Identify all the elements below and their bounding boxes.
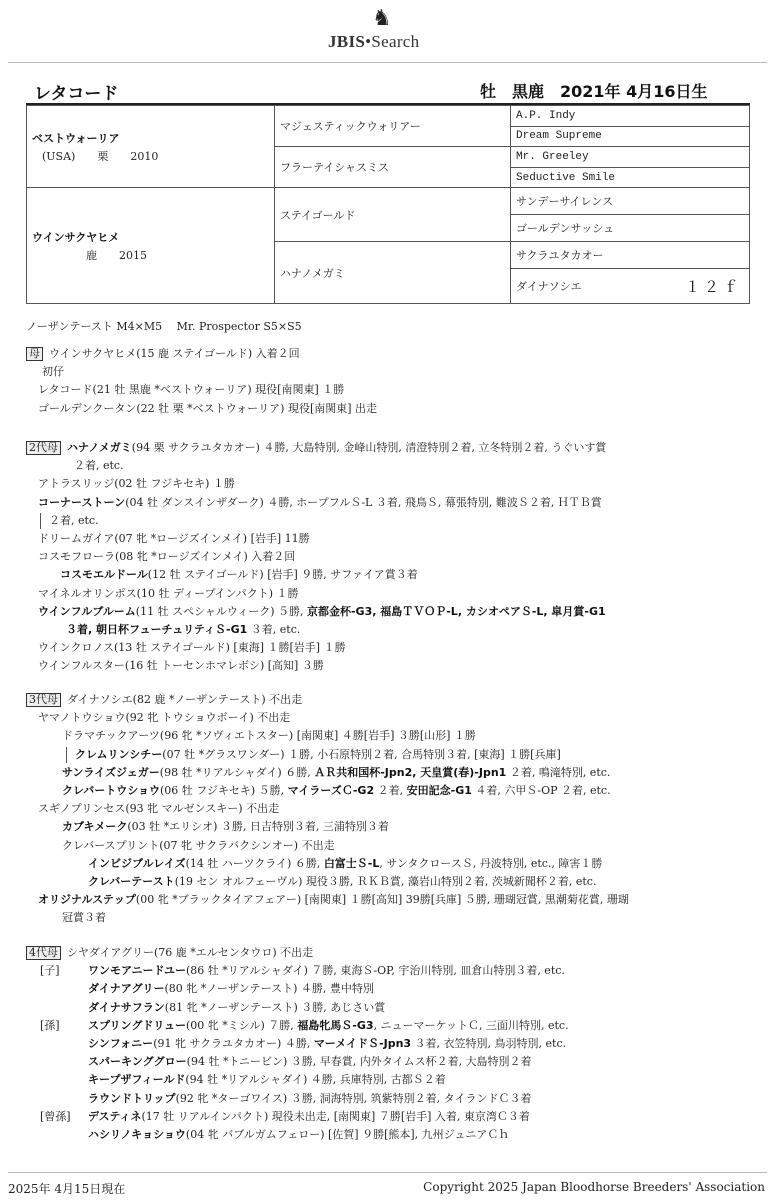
horse-record-text: (81 牝 *ノーザンテースト) ３勝, あじさい賞 bbox=[164, 1000, 386, 1014]
family-line bbox=[26, 944, 569, 962]
family-line bbox=[26, 1017, 569, 1035]
horse-highlight[interactable]: 安田記念-G1 bbox=[406, 783, 472, 797]
horse-highlight[interactable]: マーメイドＳ-Jpn3 bbox=[313, 1036, 412, 1050]
family-line bbox=[26, 909, 629, 927]
family-line bbox=[26, 691, 629, 709]
family-line bbox=[26, 837, 629, 855]
family-line bbox=[26, 800, 629, 818]
horse-highlight[interactable]: ハナノメガミ bbox=[67, 441, 132, 454]
relation-label: [子] bbox=[40, 964, 60, 978]
horse-record-text: ２着, 鳴滝特別, etc. bbox=[506, 765, 611, 779]
gg-1[interactable]: A.P. Indy bbox=[511, 106, 750, 127]
family-line bbox=[26, 1090, 569, 1108]
horse-record-text: (19 セン オルフェーヴル) 現役３勝, ＲＫＢ賞, 藻岩山特別２着, 茨城新聞杯２着, etc. bbox=[174, 874, 597, 888]
generation-tag: 2代母 bbox=[26, 441, 61, 455]
horse-highlight[interactable]: コスモエルドール bbox=[60, 568, 148, 582]
horse-record-text: ３着, etc. bbox=[247, 622, 301, 636]
header-divider bbox=[8, 62, 767, 63]
horse-record-text: (03 牡 *エリシオ) ３勝, 日吉特別３着, 三浦特別３着 bbox=[127, 820, 389, 834]
family-line bbox=[26, 475, 606, 493]
tree-connector bbox=[40, 513, 41, 529]
family-line bbox=[26, 566, 606, 584]
horse-record-text: ４着, 六甲Ｓ-OP ２着, etc. bbox=[471, 783, 611, 797]
horse-record-text: , サンタクロースＳ, 丹波特別, etc., 障害１勝 bbox=[379, 856, 603, 870]
horse-highlight[interactable]: 京都金杯-G3, 福島ＴＶＯＰ-L, カシオペアＳ-L, 皐月賞-G1 bbox=[306, 604, 606, 618]
generation-tag: 母 bbox=[26, 347, 43, 361]
horse-highlight[interactable]: クレバーテースト bbox=[88, 874, 175, 888]
inbreeding-cross: ノーザンテースト M4×M5 Mr. Prospector S5×S5 bbox=[26, 320, 302, 333]
sire-cell bbox=[27, 106, 275, 188]
jbis-logo[interactable] bbox=[328, 8, 458, 54]
horse-record-text: (04 牝 バブルガムフェロー) [佐賀] ９勝[熊本], 九州ジュニアＣｈ bbox=[185, 1127, 510, 1141]
gg-7[interactable]: サクラユタカオー bbox=[511, 242, 750, 269]
family-line bbox=[26, 727, 629, 745]
horse-record-text: (11 牡 スペシャルウィーク) ５勝, bbox=[135, 604, 307, 618]
copyright: Copyright 2025 Japan Bloodhorse Breeders' Association bbox=[423, 1180, 765, 1194]
horse-record-text: ゴールデンクータン(22 牡 栗 *ベストウォーリア) 現役[南関東] 出走 bbox=[38, 401, 378, 415]
horse-highlight[interactable]: シンフォニー bbox=[88, 1036, 154, 1050]
horse-record-text: ３着, 衣笠特別, 鳥羽特別, etc. bbox=[411, 1036, 567, 1050]
family-line bbox=[26, 891, 629, 909]
horse-record-text: (14 牡 ハーツクライ) ６勝, bbox=[185, 856, 324, 870]
family-line bbox=[26, 512, 606, 530]
horse-highlight[interactable]: コーナーストーン bbox=[38, 495, 126, 509]
family-line bbox=[26, 639, 606, 657]
family-line bbox=[26, 657, 606, 675]
family-line bbox=[26, 818, 629, 836]
horse-highlight[interactable]: オリジナルステップ bbox=[38, 893, 136, 907]
family-line bbox=[26, 709, 629, 727]
sire-dam[interactable]: フラーテイシャスミス bbox=[275, 147, 511, 188]
horse-highlight[interactable]: ワンモアニードユー bbox=[88, 964, 187, 978]
horse-record-text: ２着, bbox=[374, 783, 407, 797]
horse-record-text: (80 牝 *ノーザンテースト) ４勝, 豊中特別 bbox=[164, 982, 374, 996]
horse-record-text: ウインサクヤヒメ(15 鹿 ステイゴールド) 入着２回 bbox=[49, 347, 300, 360]
horse-record-text: ヤマノトウショウ(92 牝 トウショウボーイ) 不出走 bbox=[38, 711, 291, 725]
horse-highlight[interactable]: マイラーズＣ-G2 bbox=[287, 783, 375, 797]
family-line bbox=[26, 1053, 569, 1071]
horse-highlight[interactable]: ハシリノキョショウ bbox=[88, 1127, 186, 1141]
family-line bbox=[26, 439, 606, 457]
horse-record-text: (91 牝 サクラユタカオー) ４勝, bbox=[153, 1036, 314, 1050]
gg-8[interactable]: ダイナソシエ bbox=[516, 282, 582, 295]
horse-highlight[interactable]: ３着, 朝日杯フューチュリティＳ-G1 bbox=[66, 622, 248, 636]
relation-label: [曾孫] bbox=[40, 1109, 71, 1123]
horse-name: レタコード bbox=[34, 84, 119, 104]
footer-divider bbox=[8, 1172, 767, 1173]
horse-highlight[interactable]: デスティネ bbox=[88, 1109, 142, 1123]
relation-label: [孫] bbox=[40, 1018, 60, 1032]
horse-record-text: コスモフローラ(08 牝 *ロージズインメイ) 入着２回 bbox=[38, 550, 296, 564]
family-line bbox=[26, 345, 377, 363]
horse-record-text: (86 牡 *リアルシャダイ) ７勝, 東海Ｓ-OP, 宇治川特別, 皿倉山特別３着, etc. bbox=[186, 964, 565, 978]
horse-highlight[interactable]: ダイナサフラン bbox=[88, 1000, 165, 1014]
dam-details: 鹿 2015 bbox=[42, 248, 147, 262]
family-line bbox=[26, 381, 377, 399]
section-fourth-dam bbox=[26, 944, 569, 1144]
horse-record-text: (17 牡 リアルインパクト) 現役未出走, [南関東] ７勝[岩手] 入着, 東京湾Ｃ３着 bbox=[141, 1109, 530, 1123]
family-line bbox=[26, 746, 629, 764]
dam-name[interactable]: ウインサクヤヒメ bbox=[32, 230, 120, 244]
horse-highlight[interactable]: スプリングドリュー bbox=[88, 1018, 187, 1032]
horse-highlight[interactable]: キープザフィールド bbox=[88, 1073, 186, 1087]
horse-record-text: ダイナソシエ(82 鹿 *ノーザンテースト) 不出走 bbox=[67, 693, 303, 706]
horse-record-text: (12 牡 ステイゴールド) [岩手] ９勝, サファイア賞３着 bbox=[147, 568, 418, 582]
family-line bbox=[26, 494, 606, 512]
gg-6[interactable]: ゴールデンサッシュ bbox=[511, 215, 750, 242]
gg-4[interactable]: Seductive Smile bbox=[511, 167, 750, 188]
family-line bbox=[26, 873, 629, 891]
pedigree-table bbox=[26, 105, 750, 304]
horse-record-text: ２着, etc. bbox=[74, 459, 124, 473]
horse-record-text: ドラマチックアーツ(96 牝 *ソヴィエトスター) [南関東] ４勝[岩手] ３勝[山形] １勝 bbox=[62, 729, 476, 743]
horse-highlight[interactable]: クレムリンシチー bbox=[75, 747, 163, 761]
horse-record-text: ２着, etc. bbox=[49, 513, 99, 527]
horse-highlight[interactable]: サンライズジェガー bbox=[62, 765, 160, 779]
horse-record-text: ドリームガイア(07 牝 *ロージズインメイ) [岩手] 11勝 bbox=[38, 531, 310, 545]
as-of-date: 2025年 4月15日現在 bbox=[8, 1182, 126, 1196]
family-line bbox=[26, 530, 606, 548]
horse-record-text: (07 牡 *グラスワンダー) １勝, 小石原特別２着, 合馬特別３着, [東海] １勝[兵庫] bbox=[162, 747, 561, 761]
horse-record-text: (00 牝 *ミシル) ７勝, bbox=[186, 1018, 298, 1032]
horse-highlight[interactable]: ラウンドトリップ bbox=[88, 1091, 176, 1105]
horse-record-text: クレバースプリント(07 牝 サクラバクシンオー) 不出走 bbox=[62, 838, 335, 852]
family-line bbox=[26, 1108, 569, 1126]
horse-record-text: ウインフルスター(16 牡 トーセンホマレボシ) [高知] ３勝 bbox=[38, 659, 324, 673]
horse-record-text: スギノプリンセス(93 牝 マルゼンスキー) 不出走 bbox=[38, 802, 280, 816]
family-line bbox=[26, 855, 629, 873]
horse-record-text: , ニューマーケットＣ, 三面川特別, etc. bbox=[373, 1018, 569, 1032]
family-line bbox=[26, 764, 629, 782]
family-line bbox=[26, 621, 606, 639]
family-line bbox=[26, 1071, 569, 1089]
sire-name[interactable]: ベストウォーリア bbox=[32, 131, 120, 145]
horse-record-text: (92 牝 *ターゴワイス) ３勝, 洞海特別, 筑紫特別２着, タイランドＣ３着 bbox=[175, 1091, 532, 1105]
horse-highlight[interactable]: スパーキンググロー bbox=[88, 1055, 187, 1069]
family-line bbox=[26, 457, 606, 475]
dam-cell bbox=[27, 188, 275, 304]
family-line bbox=[26, 400, 377, 418]
horse-record-text: (94 牡 *リアルシャダイ) ４勝, 兵庫特別, 古都Ｓ２着 bbox=[185, 1073, 446, 1087]
family-line bbox=[26, 962, 569, 980]
family-line bbox=[26, 548, 606, 566]
section-third-dam bbox=[26, 691, 629, 927]
horse-record-text: 初仔 bbox=[42, 365, 64, 379]
gg-2[interactable]: Dream Supreme bbox=[511, 126, 750, 147]
horse-rider-icon: ♞ bbox=[372, 6, 392, 31]
sire-details: (USA) 栗 2010 bbox=[42, 149, 159, 163]
family-number: １２ｆ bbox=[684, 279, 742, 297]
gg-8-cell bbox=[511, 269, 750, 304]
horse-record-text: (98 牡 *リアルシャダイ) ６勝, bbox=[159, 765, 315, 779]
tree-connector bbox=[66, 747, 67, 763]
family-line bbox=[26, 782, 629, 800]
logo-text: JBIS•Search bbox=[328, 32, 420, 51]
horse-record-text: 冠賞３着 bbox=[62, 911, 106, 925]
horse-record-text: (94 栗 サクラユタカオー) ４勝, 大島特別, 金峰山特別, 清澄特別２着, 立冬特別２着, うぐいす賞 bbox=[131, 441, 607, 454]
gg-5[interactable]: サンデーサイレンス bbox=[511, 188, 750, 215]
family-line bbox=[26, 603, 606, 621]
sire-sire[interactable]: マジェスティックウォリアー bbox=[275, 106, 511, 147]
family-line bbox=[26, 980, 569, 998]
horse-record-text: マイネルオリンポス(10 牡 ディープインパクト) １勝 bbox=[38, 586, 299, 600]
horse-highlight[interactable]: ＡＲ共和国杯-Jpn2, 天皇賞(春)-Jpn1 bbox=[314, 765, 507, 779]
horse-info: 牡 黒鹿 2021年 4月16日生 bbox=[480, 82, 708, 101]
horse-highlight[interactable]: インビジブルレイズ bbox=[88, 856, 186, 870]
generation-tag: 4代母 bbox=[26, 946, 61, 960]
horse-record-text: レタコード(21 牡 黒鹿 *ベストウォーリア) 現役[南関東] １勝 bbox=[38, 383, 345, 397]
family-line bbox=[26, 363, 377, 381]
horse-record-text: (04 牡 ダンスインザダーク) ４勝, ホープフルＳ-L ３着, 飛鳥Ｓ, 幕張特別, 難波Ｓ２着, ＨＴＢ賞 bbox=[125, 495, 602, 509]
horse-highlight[interactable]: ウインフルブルーム bbox=[38, 604, 136, 618]
horse-highlight[interactable]: カブキメーク bbox=[62, 820, 128, 834]
horse-record-text: (94 牡 *トニービン) ３勝, 早春賞, 内外タイムス杯２着, 大島特別２着 bbox=[186, 1055, 532, 1069]
horse-highlight[interactable]: 福島牝馬Ｓ-G3 bbox=[297, 1018, 374, 1032]
generation-tag: 3代母 bbox=[26, 693, 61, 707]
family-line bbox=[26, 1035, 569, 1053]
horse-record-text: (00 牝 *ブラックタイアフェアー) [南関東] １勝[高知] 39勝[兵庫] ５勝, 珊瑚冠賞, 黒潮菊花賞, 珊瑚 bbox=[135, 893, 629, 907]
horse-record-text: (06 牡 フジキセキ) ５勝, bbox=[160, 783, 288, 797]
horse-record-text: シヤダイアグリー(76 鹿 *エルセンタウロ) 不出走 bbox=[67, 946, 314, 959]
horse-highlight[interactable]: ダイナアグリー bbox=[88, 982, 165, 996]
section-dam bbox=[26, 345, 377, 418]
gg-3[interactable]: Mr. Greeley bbox=[511, 147, 750, 168]
horse-highlight[interactable]: 白富士Ｓ-L bbox=[323, 856, 380, 870]
dam-dam[interactable]: ハナノメガミ bbox=[275, 242, 511, 304]
horse-record-text: ウインクロノス(13 牡 ステイゴールド) [東海] １勝[岩手] １勝 bbox=[38, 641, 346, 655]
dam-sire[interactable]: ステイゴールド bbox=[275, 188, 511, 242]
family-line bbox=[26, 1126, 569, 1144]
horse-highlight[interactable]: クレバートウショウ bbox=[62, 783, 161, 797]
section-second-dam bbox=[26, 439, 606, 675]
family-line bbox=[26, 999, 569, 1017]
family-line bbox=[26, 585, 606, 603]
horse-record-text: アトラスリッジ(02 牡 フジキセキ) １勝 bbox=[38, 477, 235, 491]
